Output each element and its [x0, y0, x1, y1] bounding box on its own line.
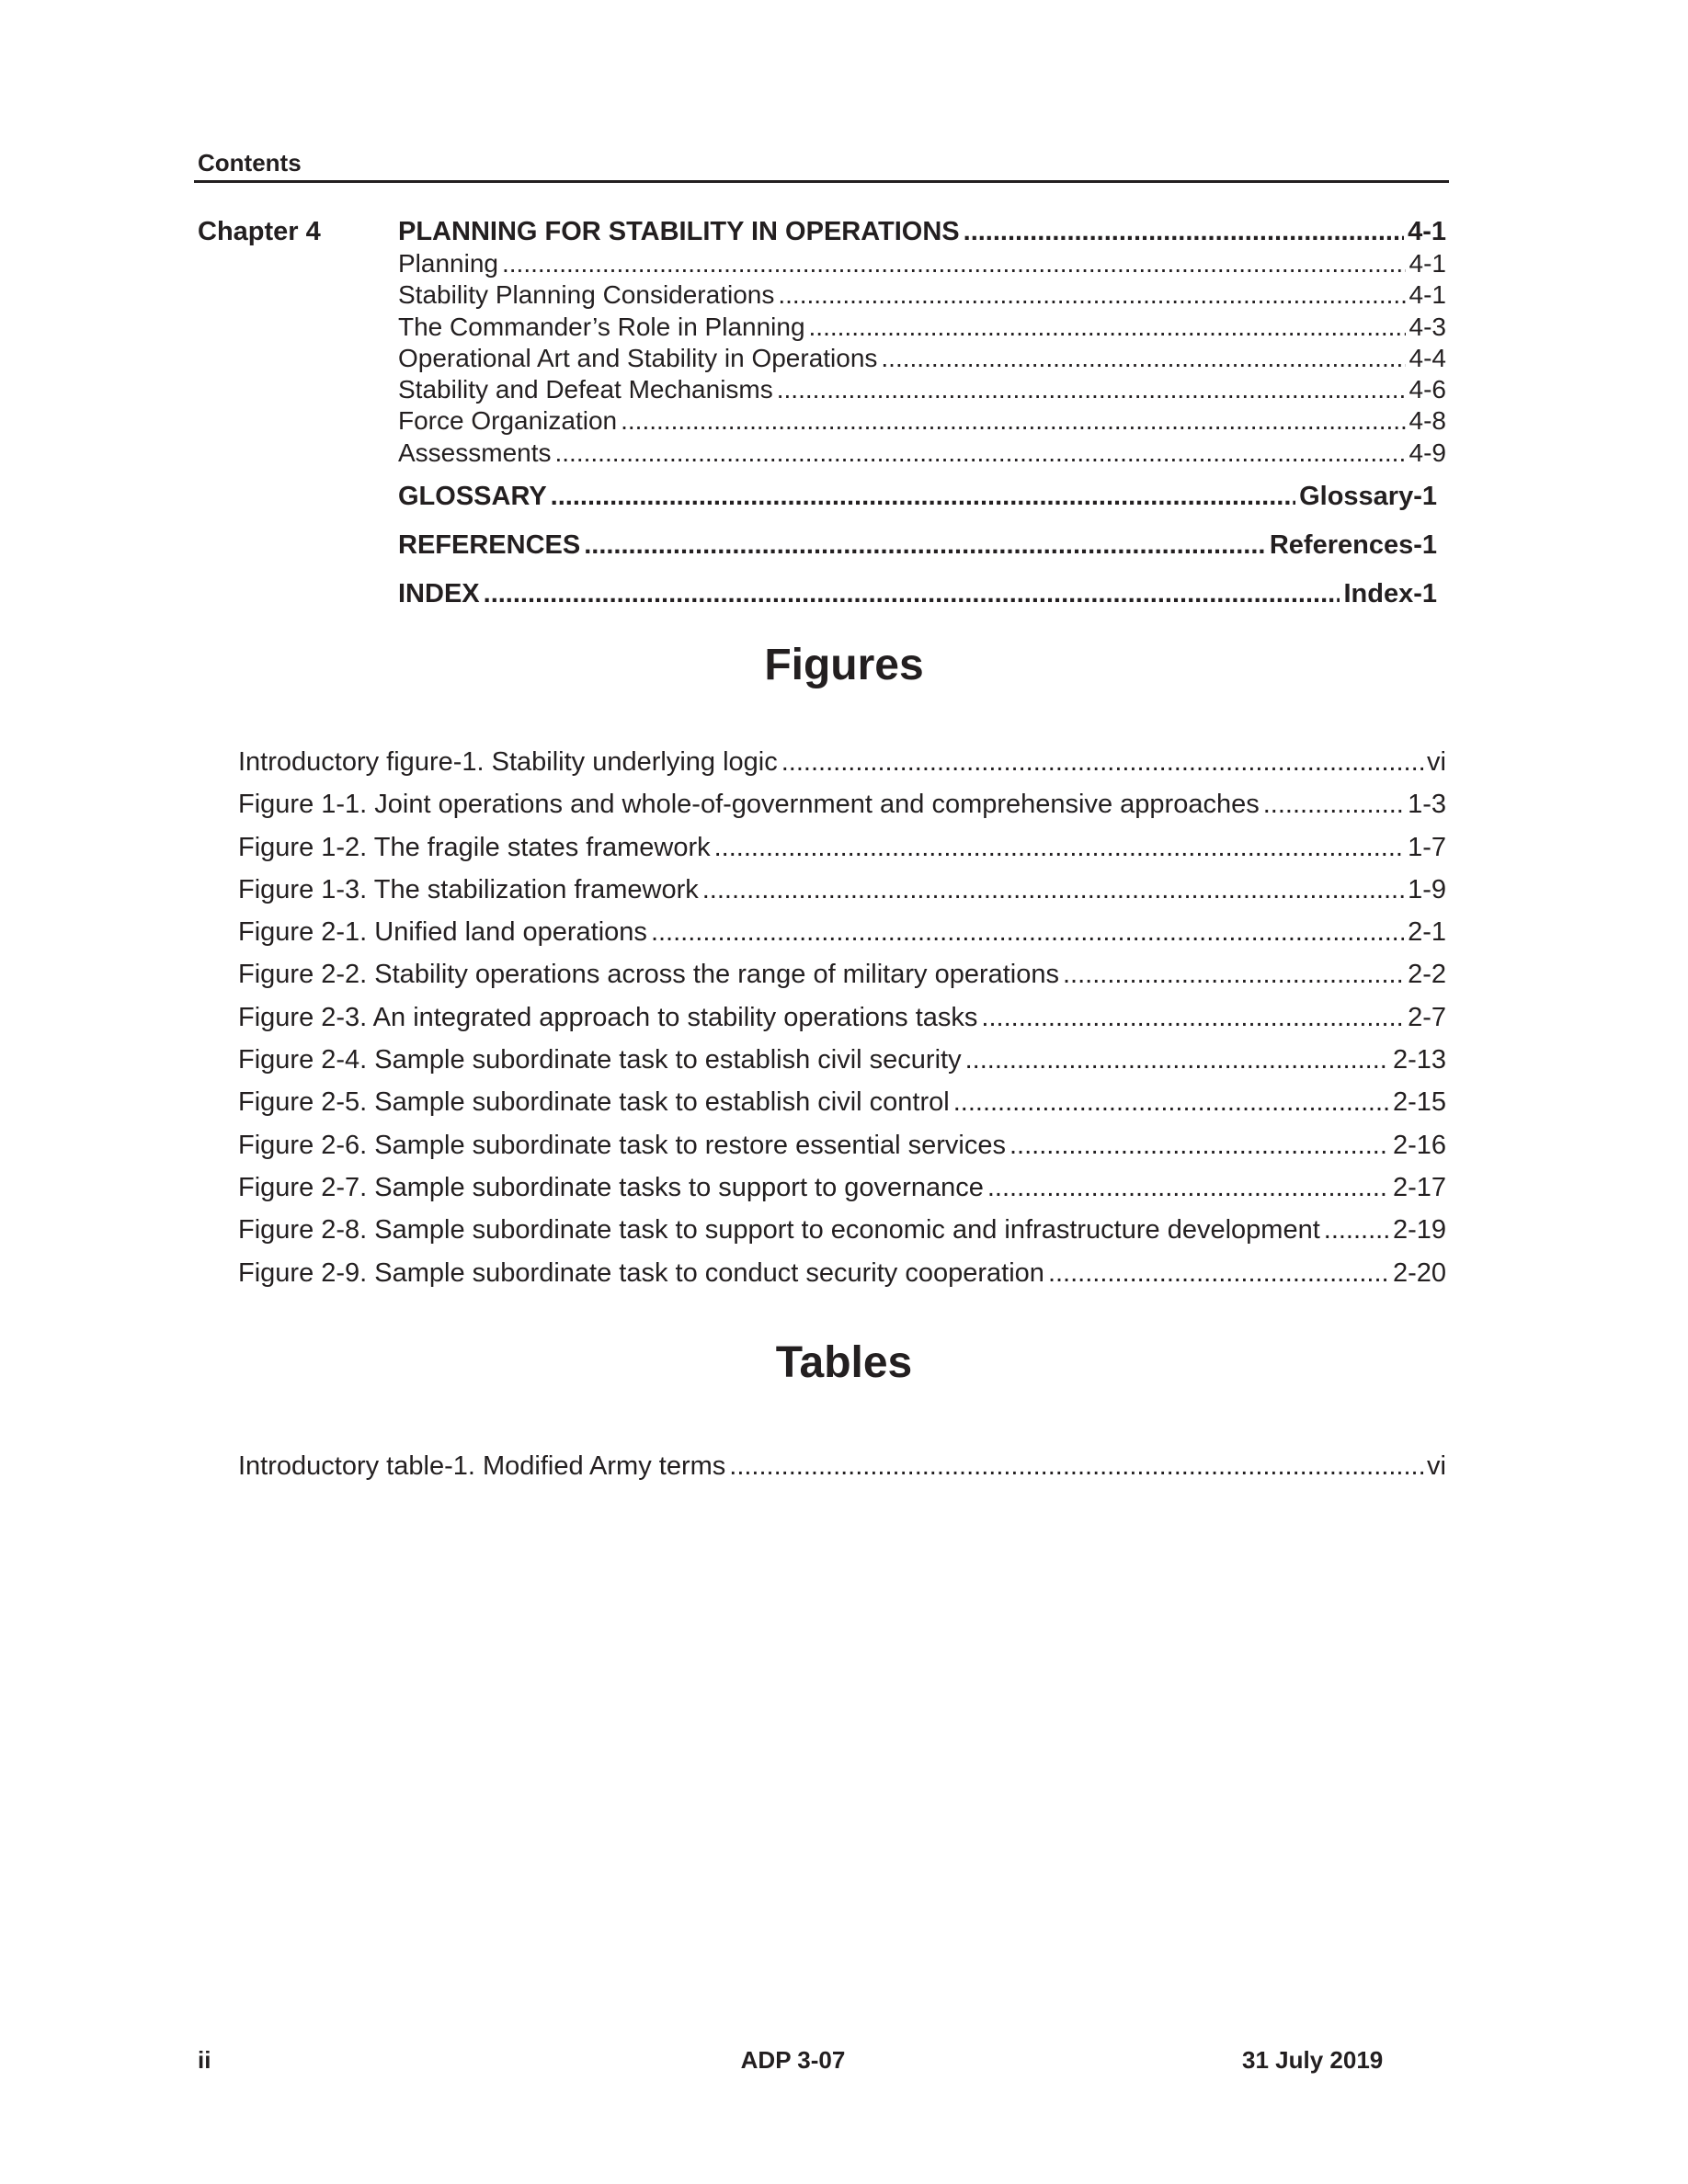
footer-publication: ADP 3-07: [740, 2046, 846, 2074]
dot-leader: [1324, 1209, 1389, 1251]
dot-leader: [781, 741, 1423, 783]
dot-leader: [964, 215, 1404, 248]
running-head: Contents: [198, 149, 302, 176]
chapter-label: Chapter 4: [198, 217, 321, 246]
section-page: 4-9: [1409, 438, 1446, 467]
toc-index-line[interactable]: [398, 577, 1437, 610]
chapter-title: PLANNING FOR STABILITY IN OPERATIONS: [398, 217, 960, 246]
tables-heading: Tables: [775, 1338, 913, 1387]
section-title: Stability Planning Considerations: [398, 280, 775, 310]
section-page: 4-8: [1409, 406, 1446, 436]
figure-title: Figure 1-3. The stabilization framework: [238, 874, 699, 904]
toc-figure-line[interactable]: [238, 1252, 1446, 1294]
dot-leader: [555, 438, 1406, 469]
toc-section-line[interactable]: [398, 279, 1446, 311]
dot-leader: [987, 1166, 1389, 1209]
section-page: 4-6: [1409, 375, 1446, 404]
figure-page: vi: [1427, 747, 1446, 777]
toc-figure-line[interactable]: [238, 783, 1446, 825]
dot-leader: [729, 1445, 1423, 1487]
back-matter-list: [398, 480, 1437, 626]
figure-title: Introductory figure-1. Stability underlying logic: [238, 747, 778, 777]
chapter-entry: [398, 215, 1446, 469]
figure-page: 1-3: [1408, 790, 1446, 820]
toc-table-line[interactable]: [238, 1445, 1446, 1487]
figure-page: 2-20: [1392, 1257, 1446, 1288]
dot-leader: [502, 248, 1406, 279]
back-matter-title: REFERENCES: [398, 530, 581, 560]
toc-figure-line[interactable]: [238, 1039, 1446, 1081]
toc-section-line[interactable]: [398, 248, 1446, 279]
figure-title: Figure 2-8. Sample subordinate task to support to economic and infrastructure development: [238, 1215, 1320, 1246]
toc-figure-line[interactable]: [238, 953, 1446, 995]
table-page: vi: [1427, 1451, 1446, 1481]
dot-leader: [778, 279, 1405, 311]
figure-title: Figure 2-4. Sample subordinate task to establish civil security: [238, 1045, 962, 1075]
back-matter-title: INDEX: [398, 579, 480, 609]
toc-glossary-line[interactable]: [398, 480, 1437, 513]
dot-leader: [551, 480, 1295, 513]
dot-leader: [621, 405, 1405, 437]
dot-leader: [702, 869, 1404, 911]
figure-title: Figure 2-6. Sample subordinate task to restore essential services: [238, 1130, 1006, 1160]
figure-page: 2-7: [1408, 1002, 1446, 1032]
figure-page: 1-7: [1408, 832, 1446, 862]
toc-references-line[interactable]: [398, 529, 1437, 562]
section-title: Assessments: [398, 438, 552, 467]
dot-leader: [714, 826, 1404, 869]
dot-leader: [965, 1039, 1389, 1081]
dot-leader: [809, 312, 1406, 343]
footer-page-number: ii: [198, 2046, 211, 2074]
footer-date: 31 July 2019: [1242, 2046, 1384, 2074]
dot-leader: [981, 996, 1404, 1039]
chapter-page: 4-1: [1408, 217, 1446, 246]
back-matter-page: Index-1: [1343, 579, 1437, 609]
figure-page: 2-1: [1408, 917, 1446, 948]
toc-figure-line[interactable]: [238, 1081, 1446, 1123]
figure-title: Figure 2-2. Stability operations across the range of military operations: [238, 960, 1059, 990]
section-page: 4-1: [1409, 249, 1446, 278]
dot-leader: [953, 1081, 1389, 1123]
figure-title: Figure 2-7. Sample subordinate tasks to support to governance: [238, 1172, 984, 1202]
section-page: 4-3: [1409, 312, 1446, 341]
toc-section-line[interactable]: [398, 438, 1446, 469]
figures-heading: Figures: [764, 641, 924, 689]
section-title: The Commander’s Role in Planning: [398, 312, 805, 341]
figure-title: Figure 2-5. Sample subordinate task to establish civil control: [238, 1087, 950, 1118]
figure-page: 2-17: [1392, 1172, 1446, 1202]
figure-page: 1-9: [1408, 874, 1446, 904]
toc-section-line[interactable]: [398, 374, 1446, 405]
tables-list: [238, 1445, 1446, 1487]
toc-figure-line[interactable]: [238, 869, 1446, 911]
figure-title: Figure 1-2. The fragile states framework: [238, 832, 711, 862]
figure-title: Figure 1-1. Joint operations and whole-of-government and comprehensive approaches: [238, 790, 1260, 820]
header-rule: [194, 180, 1449, 183]
dot-leader: [1048, 1252, 1389, 1294]
dot-leader: [651, 911, 1404, 953]
figure-title: Figure 2-3. An integrated approach to stability operations tasks: [238, 1002, 978, 1032]
section-page: 4-1: [1409, 280, 1446, 310]
chapter-section-list: [398, 248, 1446, 469]
figure-page: 2-15: [1392, 1087, 1446, 1118]
section-title: Force Organization: [398, 406, 618, 436]
back-matter-page: Glossary-1: [1299, 482, 1437, 511]
section-page: 4-4: [1409, 343, 1446, 372]
toc-figure-line[interactable]: [238, 1124, 1446, 1166]
dot-leader: [584, 529, 1266, 562]
dot-leader: [484, 577, 1340, 610]
toc-section-line[interactable]: [398, 312, 1446, 343]
chapter-title-line[interactable]: [398, 215, 1446, 248]
figure-page: 2-19: [1392, 1215, 1446, 1246]
figure-page: 2-13: [1392, 1045, 1446, 1075]
back-matter-page: References-1: [1269, 530, 1437, 560]
toc-section-line[interactable]: [398, 343, 1446, 374]
figures-list: [238, 741, 1446, 1294]
figure-page: 2-2: [1408, 960, 1446, 990]
section-title: Operational Art and Stability in Operations: [398, 343, 878, 372]
toc-figure-line[interactable]: [238, 826, 1446, 869]
figure-title: Figure 2-1. Unified land operations: [238, 917, 647, 948]
toc-section-line[interactable]: [398, 405, 1446, 437]
dot-leader: [881, 343, 1405, 374]
toc-figure-line[interactable]: [238, 996, 1446, 1039]
figure-title: Figure 2-9. Sample subordinate task to conduct security cooperation: [238, 1257, 1044, 1288]
toc-figure-line[interactable]: [238, 1209, 1446, 1251]
figure-page: 2-16: [1392, 1130, 1446, 1160]
toc-figure-line[interactable]: [238, 741, 1446, 783]
dot-leader: [1009, 1124, 1389, 1166]
toc-figure-line[interactable]: [238, 1166, 1446, 1209]
table-title: Introductory table-1. Modified Army terms: [238, 1451, 726, 1481]
back-matter-title: GLOSSARY: [398, 482, 547, 511]
toc-figure-line[interactable]: [238, 911, 1446, 953]
dot-leader: [1063, 953, 1404, 995]
dot-leader: [1263, 783, 1404, 825]
section-title: Stability and Defeat Mechanisms: [398, 375, 773, 404]
section-title: Planning: [398, 249, 498, 278]
dot-leader: [777, 374, 1406, 405]
